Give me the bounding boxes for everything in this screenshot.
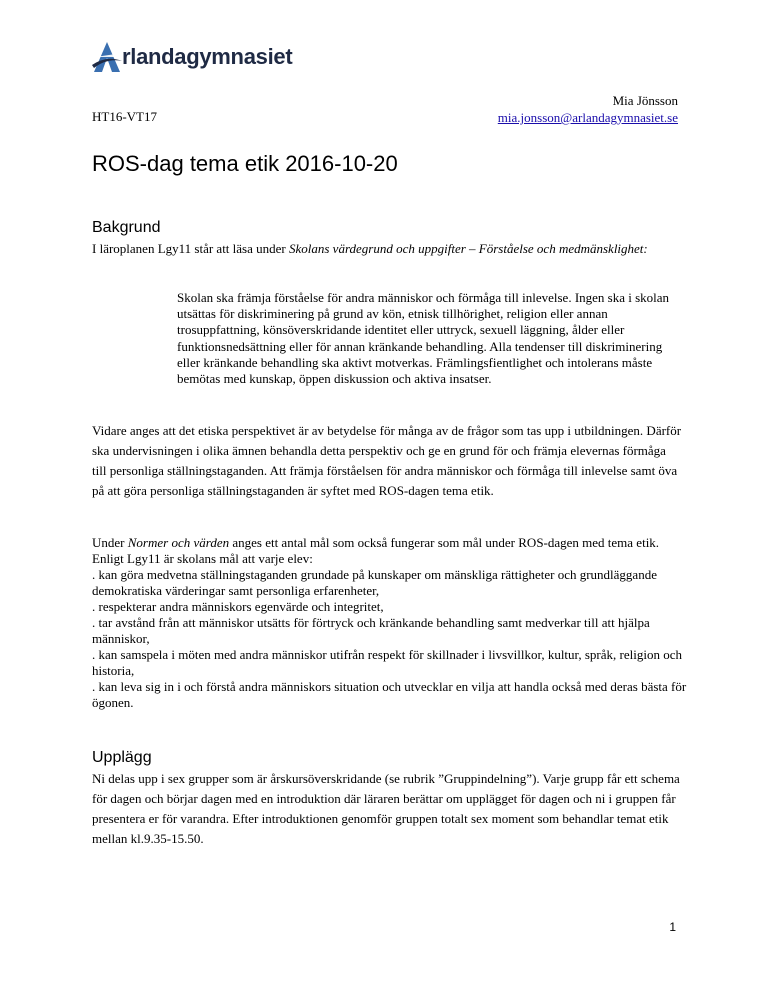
logo-icon	[92, 41, 122, 73]
author-email-link[interactable]: mia.jonsson@arlandagymnasiet.se	[497, 110, 678, 125]
goal-item: . respekterar andra människors egenvärde och integritet,	[92, 599, 384, 614]
document-title: ROS-dag tema etik 2016-10-20	[92, 151, 398, 176]
page-number: 1	[669, 920, 676, 934]
goals-block	[92, 535, 692, 711]
intro-italic-text: Skolans värdegrund och uppgifter – Förståelse och medmänsklighet:	[288, 241, 648, 256]
goal-item: . tar avstånd från att människor utsätts för förtryck och kränkande behandling samt medverkar till att hjälpa människor,	[92, 615, 650, 646]
goals-intro: Under Normer och värden anges ett antal mål som också fungerar som mål under ROS-dagen med tema etik. Enligt Lgy11 är skolans mål att varje elev:	[92, 535, 660, 566]
goal-item: . kan samspela i möten med andra människor utifrån respekt för skillnader i livsvillkor, kultur, språk, religion och historia,	[92, 647, 682, 678]
upplagg-paragraph: Ni delas upp i sex grupper som är årskursöverskridande (se rubrik ”Gruppindelning”). Varje grupp får ett schema för dagen och börjar dagen med en introduktion där läraren berättar om upplägget för dagen och ni i gruppen får presentera er för varandra. Efter introduktionen genomför gruppen totalt sex moment som behandlar temat etik mellan kl.9.35-15.50.	[92, 771, 680, 846]
curriculum-quote: Skolan ska främja förståelse för andra människor och förmåga till inlevelse. Ingen ska i skolan utsättas för diskriminering på grund av kön, etnisk tillhörighet, religion eller annan trosuppfattning, könsöverskridande identitet eller uttryck, sexuell läggning, ålder eller funktionsnedsättning eller för annan kränkande behandling. Alla tendenser till diskriminering eller kränkande behandling ska aktivt motverkas. Främlingsfientlighet och intolerans måste bemötas med kunskap, öppen diskussion och aktiva insatser.	[177, 290, 670, 387]
section-heading-upplagg: Upplägg	[92, 749, 152, 766]
purpose-paragraph: Vidare anges att det etiska perspektivet är av betydelse för många av de frågor som tas upp i utbildningen. Därför ska undervisningen i olika ämnen behandla detta perspektiv och ge en grund för och främja elevernas förmåga till personliga ställningstaganden. Att främja förståelsen för andra människor och förmåga till inlevelse samt öva på att göra personliga ställningstaganden är syftet med ROS-dagen tema etik.	[92, 423, 682, 498]
goals-italic-text: Normer och värden	[127, 535, 230, 550]
goal-item: . kan göra medvetna ställningstaganden grundade på kunskaper om mänskliga rättigheter och grundläggande demokratiska värderingar samt personliga erfarenheter,	[92, 567, 657, 598]
intro-text: I läroplanen Lgy11 står att läsa under	[92, 241, 289, 256]
term-label: HT16-VT17	[92, 109, 157, 124]
intro-paragraph	[92, 240, 682, 257]
author-block	[498, 92, 678, 126]
section-heading-bakgrund: Bakgrund	[92, 219, 161, 236]
logo-wordmark: rlandagymnasiet	[122, 44, 293, 69]
school-logo	[92, 40, 292, 74]
goal-item: . kan leva sig in i och förstå andra människors situation och utvecklar en vilja att handla också med deras bästa för ögonen.	[92, 679, 687, 710]
author-name: Mia Jönsson	[612, 93, 678, 108]
